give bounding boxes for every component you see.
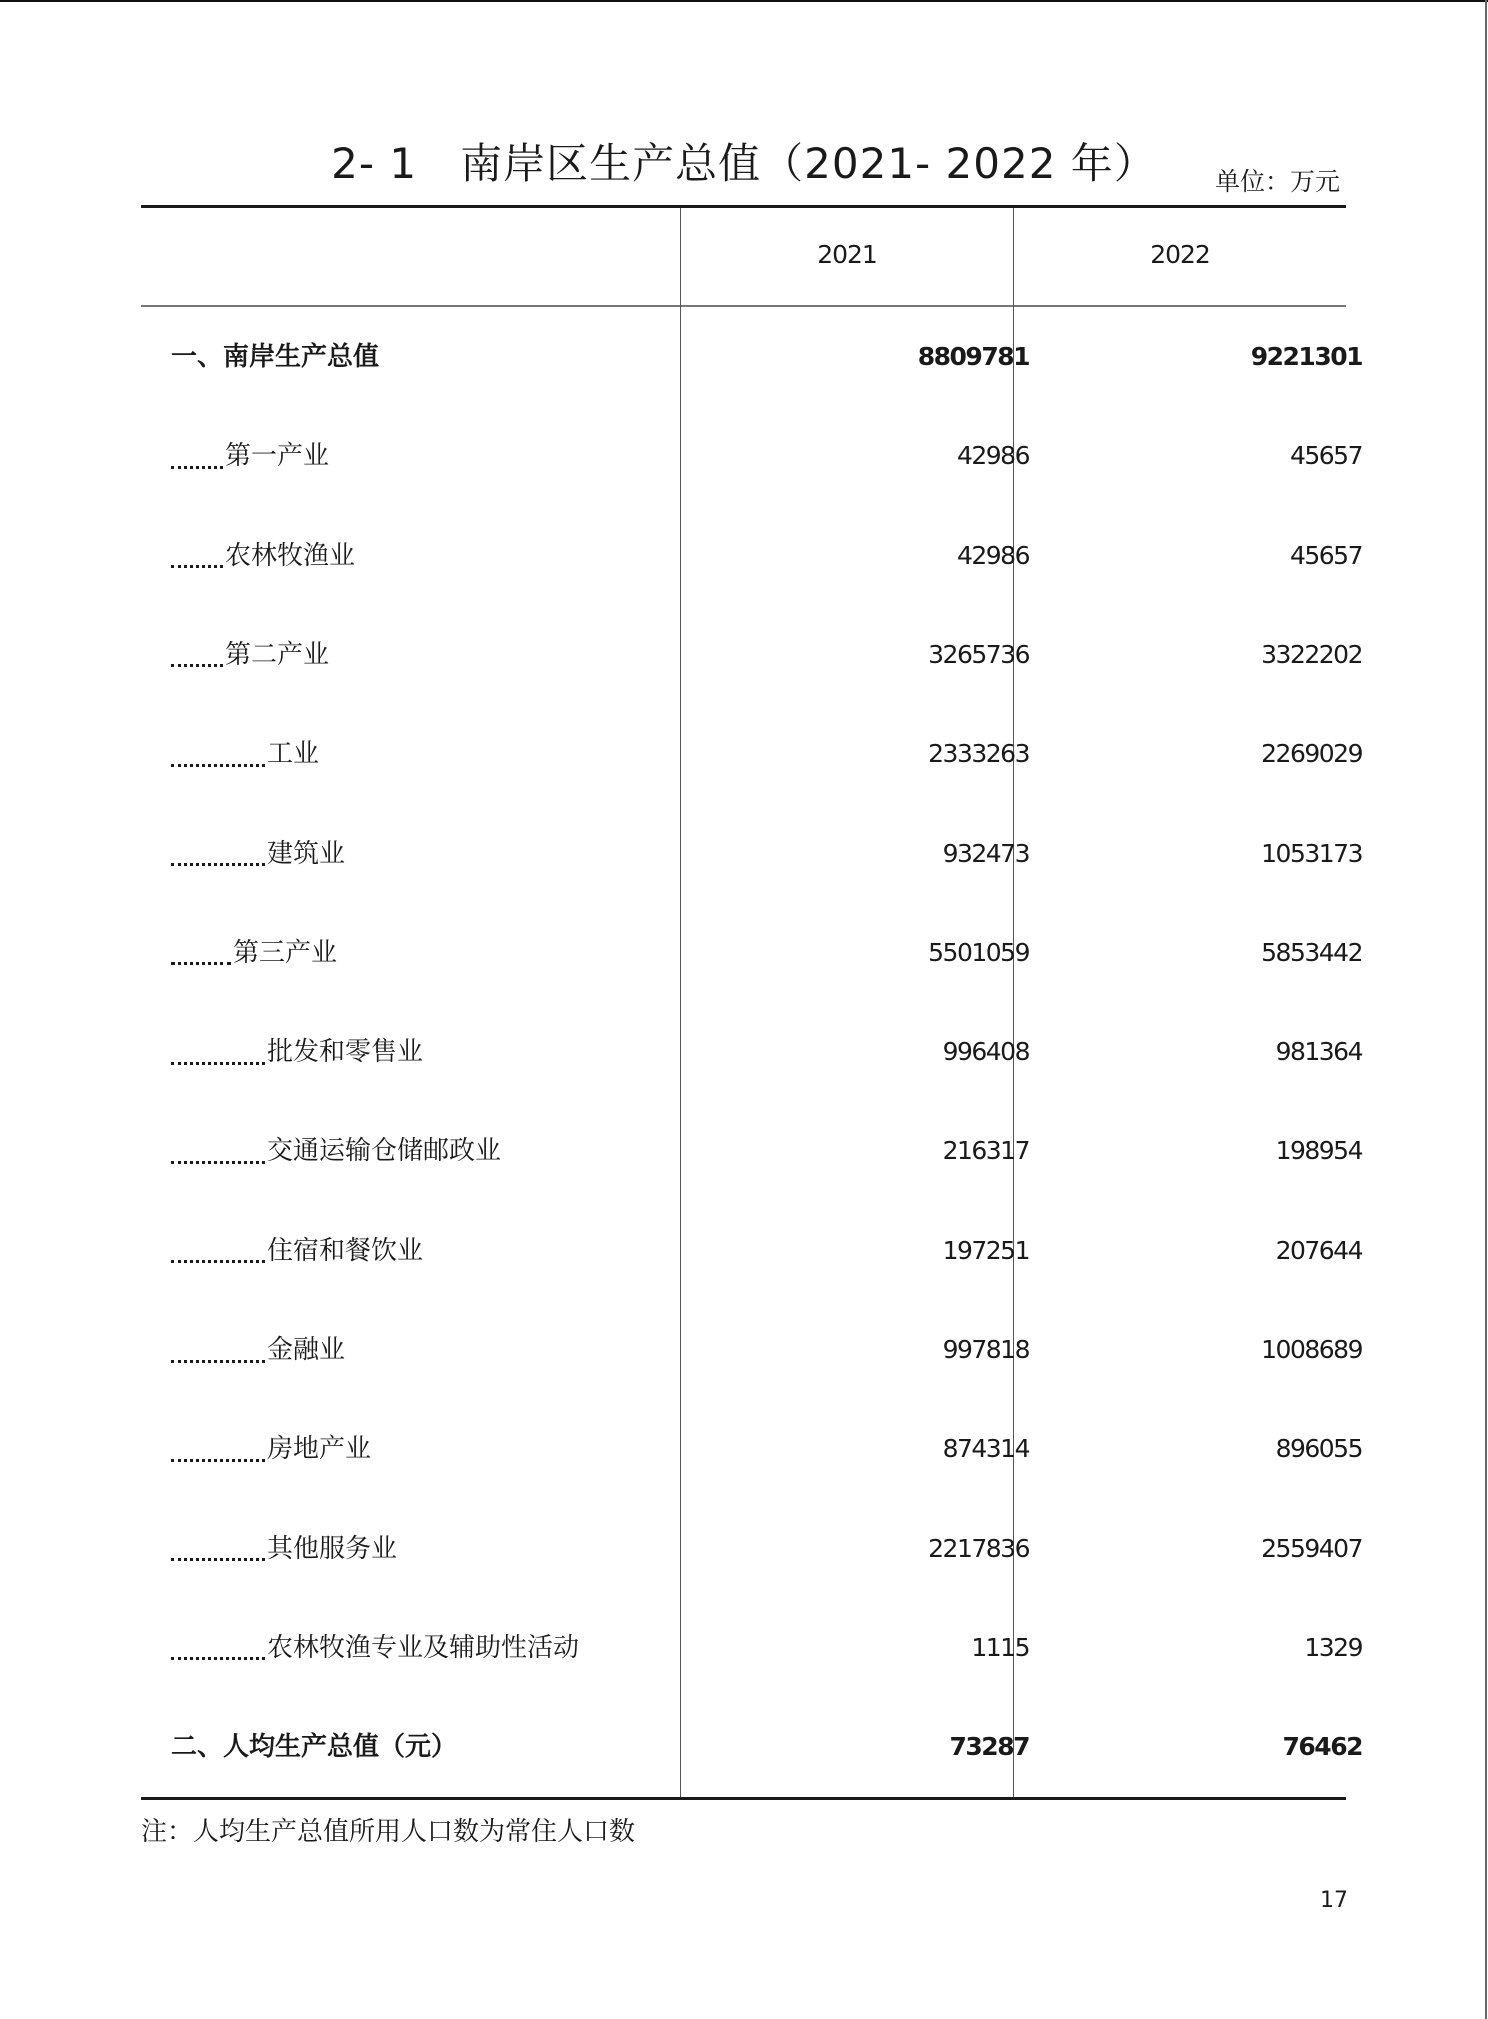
cell-2021: 874314 (942, 1434, 1029, 1464)
page-number: 17 (1320, 1888, 1348, 1913)
row-label (171, 734, 319, 774)
row-label-text: 二、人均生产总值（元） (171, 1732, 458, 1763)
indent-leader (171, 764, 265, 767)
indent-leader (171, 1459, 265, 1462)
cell-2022: 76462 (1282, 1732, 1362, 1762)
row-label-text: 农林牧渔专业及辅助性活动 (267, 1632, 580, 1663)
row-label-text: 一、南岸生产总值 (171, 342, 380, 372)
table-row (141, 704, 1362, 804)
title-suffix: 年） (1070, 139, 1157, 188)
table-row (141, 307, 1362, 407)
table-row (141, 1499, 1362, 1599)
column-header-2022: 2022 (1150, 240, 1210, 269)
cell-2022: 5853442 (1261, 937, 1362, 967)
cell-2021: 8809781 (917, 342, 1029, 371)
cell-2021: 73287 (949, 1732, 1029, 1762)
page-border-right (1485, 0, 1487, 2019)
row-label-text: 金融业 (267, 1335, 346, 1365)
indent-leader (171, 1161, 265, 1164)
cell-2021: 1115 (971, 1632, 1029, 1662)
title-prefix: 2- 1 (331, 139, 418, 188)
table-row (141, 1399, 1362, 1499)
page-border-top (0, 0, 1488, 2)
row-label-text: 第一产业 (225, 441, 330, 472)
title-main: 南岸区生产总值（ (460, 139, 805, 188)
indent-leader (171, 466, 223, 469)
row-label (171, 436, 329, 476)
cell-2021: 42986 (956, 540, 1029, 570)
cell-2021: 5501059 (928, 937, 1029, 967)
row-label (171, 1032, 423, 1072)
row-label (171, 1727, 457, 1767)
cell-2021: 996408 (942, 1037, 1029, 1067)
cell-2022: 3322202 (1261, 639, 1362, 669)
table-row (141, 1697, 1362, 1797)
table-top-rule (141, 205, 1346, 208)
row-label-text: 第三产业 (233, 937, 338, 968)
row-label (171, 1231, 423, 1271)
footnote: 注：人均生产总值所用人口数为常住人口数 (141, 1817, 636, 1847)
indent-leader (171, 863, 265, 866)
row-label (171, 1429, 371, 1469)
indent-leader (171, 664, 223, 667)
cell-2022: 45657 (1289, 441, 1362, 471)
row-label (171, 933, 337, 973)
cell-2022: 2559407 (1261, 1533, 1362, 1563)
row-label-text: 房地产业 (267, 1434, 372, 1465)
indent-leader (171, 1062, 265, 1065)
table-row (141, 804, 1362, 904)
row-label (171, 1628, 579, 1668)
indent-leader (171, 1657, 265, 1660)
cell-2021: 997818 (942, 1335, 1029, 1364)
cell-2021: 2333263 (928, 739, 1029, 769)
title-years: 2021- 2022 (804, 139, 1057, 188)
indent-leader (171, 962, 231, 965)
row-label-text: 建筑业 (267, 838, 346, 869)
cell-2022: 9221301 (1250, 342, 1362, 371)
unit-label: 单位：万元 (1214, 167, 1340, 196)
cell-2022: 981364 (1275, 1037, 1362, 1067)
cell-2022: 2269029 (1261, 739, 1362, 769)
table-row (141, 506, 1362, 606)
cell-2021: 932473 (942, 838, 1029, 868)
row-label-text: 交通运输仓储邮政业 (267, 1136, 502, 1167)
row-label-text: 其他服务业 (267, 1533, 398, 1564)
row-label (171, 1330, 345, 1370)
cell-2021: 197251 (942, 1235, 1029, 1265)
cell-2022: 207644 (1275, 1235, 1362, 1265)
indent-leader (171, 1260, 265, 1263)
column-header-2021: 2021 (817, 240, 877, 269)
table-row (141, 1300, 1362, 1400)
row-label-text: 住宿和餐饮业 (267, 1235, 424, 1266)
cell-2022: 1053173 (1261, 838, 1362, 868)
row-label (171, 834, 345, 874)
row-label (171, 337, 379, 377)
cell-2022: 198954 (1275, 1136, 1362, 1166)
table-bottom-rule (141, 1797, 1346, 1800)
row-label (171, 536, 355, 576)
table-row (141, 605, 1362, 705)
row-label-text: 第二产业 (225, 639, 330, 670)
table-row (141, 406, 1362, 506)
row-label (171, 1131, 501, 1171)
cell-2021: 3265736 (928, 639, 1029, 669)
cell-2022: 896055 (1275, 1434, 1362, 1464)
table-row (141, 903, 1362, 1003)
cell-2021: 2217836 (928, 1533, 1029, 1563)
row-label-text: 工业 (267, 739, 320, 770)
row-label (171, 635, 329, 675)
table-row (141, 1598, 1362, 1698)
cell-2021: 216317 (942, 1136, 1029, 1166)
indent-leader (171, 1360, 265, 1363)
indent-leader (171, 565, 223, 568)
row-label (171, 1529, 397, 1569)
table-row (141, 1002, 1362, 1102)
indent-leader (171, 1558, 265, 1561)
cell-2022: 1008689 (1261, 1335, 1362, 1364)
table-row (141, 1101, 1362, 1201)
table-row (141, 1201, 1362, 1301)
row-label-text: 农林牧渔业 (225, 540, 356, 571)
cell-2022: 1329 (1304, 1632, 1362, 1662)
cell-2021: 42986 (956, 441, 1029, 471)
cell-2022: 45657 (1289, 540, 1362, 570)
row-label-text: 批发和零售业 (267, 1037, 424, 1068)
